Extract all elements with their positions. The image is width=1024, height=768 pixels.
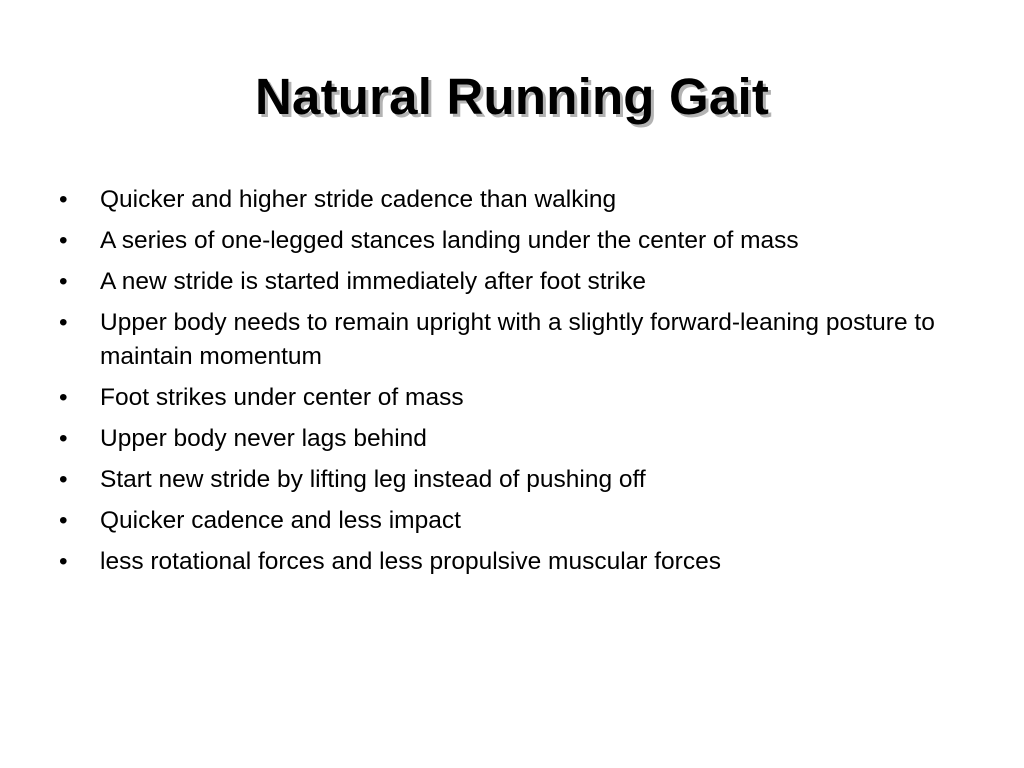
bullet-text: Start new stride by lifting leg instead of pushing off <box>100 466 646 493</box>
bullet-text: A series of one-legged stances landing under the center of mass <box>100 227 799 254</box>
bullet-item <box>59 265 959 299</box>
bullet-dot-icon: • <box>59 466 68 493</box>
bullet-text: A new stride is started immediately after foot strike <box>100 268 647 295</box>
bullet-text: Foot strikes under center of mass <box>100 384 464 411</box>
bullet-dot-icon: • <box>59 384 68 411</box>
bullet-dot-icon: • <box>59 548 68 575</box>
bullet-text: Upper body needs to remain upright with a slightly forward-leaning posture to maintain momentum <box>100 309 935 370</box>
bullet-text: Quicker cadence and less impact <box>100 507 461 534</box>
bullet-dot-icon: • <box>59 425 68 452</box>
bullet-item <box>59 545 959 579</box>
bullet-item <box>59 381 959 415</box>
bullet-item <box>59 463 959 497</box>
bullet-dot-icon: • <box>59 268 68 295</box>
slide-title: Natural Running Gait <box>255 68 769 125</box>
bullet-item <box>59 183 959 217</box>
bullet-dot-icon: • <box>59 309 68 336</box>
bullet-item <box>59 224 959 258</box>
bullet-dot-icon: • <box>59 186 68 213</box>
bullet-item <box>59 504 959 538</box>
bullet-dot-icon: • <box>59 507 68 534</box>
bullet-list <box>59 183 959 586</box>
bullet-item <box>59 422 959 456</box>
bullet-item <box>59 306 959 374</box>
bullet-text: Quicker and higher stride cadence than walking <box>100 186 617 213</box>
bullet-dot-icon: • <box>59 227 68 254</box>
bullet-text: Upper body never lags behind <box>100 425 427 452</box>
bullet-text: less rotational forces and less propulsive muscular forces <box>100 548 721 575</box>
